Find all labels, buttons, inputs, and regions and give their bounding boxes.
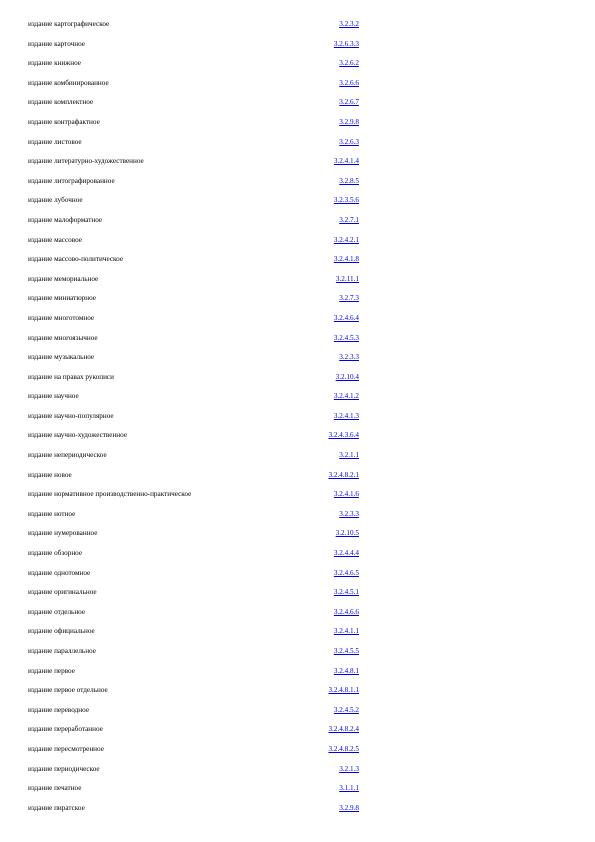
index-term: издание музыкальное xyxy=(28,353,95,362)
index-term: издание массово-политическое xyxy=(28,255,124,264)
index-row xyxy=(0,113,595,133)
index-term: издание научно-популярное xyxy=(28,411,114,420)
index-ref-link[interactable]: 3.2.6.6 xyxy=(339,78,359,87)
index-row xyxy=(0,368,595,388)
index-ref-link[interactable]: 3.2.4.8.1 xyxy=(333,666,359,675)
index-ref-link[interactable]: 3.2.4.5.5 xyxy=(333,647,359,655)
index-term: издание переводное xyxy=(28,705,90,714)
index-row xyxy=(0,54,595,74)
index-term: издание печатное xyxy=(28,784,82,793)
index-term: издание переработанное xyxy=(28,725,103,734)
index-row xyxy=(0,15,595,35)
index-ref-link[interactable]: 3.2.6.3 xyxy=(339,137,359,146)
index-term: издание нумерованное xyxy=(28,529,98,538)
index-row xyxy=(0,289,595,309)
index-term: издание книжное xyxy=(28,59,81,68)
index-ref-link[interactable]: 3.2.6.7 xyxy=(339,98,359,107)
index-ref-link[interactable]: 3.2.4.2.1 xyxy=(333,235,359,244)
index-term: издание нормативное производственно-практическое xyxy=(28,490,192,499)
index-term: издание малоформатное xyxy=(28,215,103,224)
index-ref-link[interactable]: 3.2.4.6.5 xyxy=(333,568,359,577)
index-ref-link[interactable]: 3.2.4.5.1 xyxy=(333,588,359,597)
index-ref-link[interactable]: 3.2.4.1.8 xyxy=(333,255,359,264)
index-ref-link[interactable]: 3.2.10.5 xyxy=(335,529,359,538)
index-ref-link[interactable]: 3.2.10.4 xyxy=(335,372,359,381)
index-row xyxy=(0,544,595,564)
index-term: издание обзорное xyxy=(28,549,83,558)
index-term: издание мемориальное xyxy=(28,274,99,283)
index-row xyxy=(0,603,595,623)
index-row xyxy=(0,583,595,603)
index-ref-link[interactable]: 3.2.4.8.1.1 xyxy=(328,686,359,695)
index-term: издание массовое xyxy=(28,235,82,244)
index-ref-link[interactable]: 3.2.4.1.6 xyxy=(333,490,359,499)
index-ref-link[interactable]: 3.2.3.3 xyxy=(339,509,359,518)
index-term: издание пиратское xyxy=(28,803,85,812)
index-term: издание периодическое xyxy=(28,764,100,773)
index-ref-link[interactable]: 3.2.3.3 xyxy=(339,353,359,362)
index-term: издание непериодическое xyxy=(28,451,107,460)
index-ref-link[interactable]: 3.2.4.5.2 xyxy=(333,705,359,714)
index-term: издание новое xyxy=(28,470,72,479)
index-row xyxy=(0,93,595,113)
index-ref-link[interactable]: 3.2.4.1.4 xyxy=(333,157,359,166)
index-ref-link[interactable]: 3.2.3.5.6 xyxy=(333,196,359,205)
index-row xyxy=(0,407,595,427)
index-term: издание научное xyxy=(28,392,79,401)
index-ref-link[interactable]: 3.2.4.6.4 xyxy=(333,313,359,322)
index-term: издание нотное xyxy=(28,509,76,518)
index-ref-link[interactable]: 3.2.7.3 xyxy=(339,294,359,303)
index-term: издание контрафактное xyxy=(28,117,100,126)
index-row xyxy=(0,720,595,740)
index-row xyxy=(0,270,595,290)
index-row xyxy=(0,701,595,721)
index-row xyxy=(0,309,595,329)
index-row xyxy=(0,662,595,682)
index-ref-link[interactable]: 3.1.1.1 xyxy=(339,784,359,793)
index-term: издание на правах рукописи xyxy=(28,372,114,381)
index-ref-link[interactable]: 3.2.4.5.3 xyxy=(333,333,359,342)
index-row xyxy=(0,740,595,760)
index-term: издание пересмотренное xyxy=(28,744,104,753)
index-row xyxy=(0,505,595,525)
index-ref-link[interactable]: 3.2.4.3.6.4 xyxy=(328,431,359,440)
index-row xyxy=(0,446,595,466)
index-row xyxy=(0,329,595,349)
index-ref-link[interactable]: 3.2.4.8.2.1 xyxy=(328,470,359,479)
index-ref-link[interactable]: 3.2.1.3 xyxy=(339,764,359,773)
index-row xyxy=(0,524,595,544)
index-row xyxy=(0,760,595,780)
index-ref-link[interactable]: 3.2.4.1.3 xyxy=(333,411,359,420)
index-ref-link[interactable]: 3.2.9.8 xyxy=(339,803,359,812)
index-ref-link[interactable]: 3.2.4.4.4 xyxy=(333,549,359,558)
index-term: издание комбинированное xyxy=(28,78,109,87)
index-ref-link[interactable]: 3.2.6.3.3 xyxy=(333,39,359,48)
index-row xyxy=(0,466,595,486)
index-term: издание листовое xyxy=(28,137,82,146)
index-row xyxy=(0,485,595,505)
index-row xyxy=(0,133,595,153)
index-term: издание карточное xyxy=(28,39,85,48)
index-ref-link[interactable]: 3.2.8.5 xyxy=(339,176,359,185)
index-ref-link[interactable]: 3.2.4.8.2.4 xyxy=(328,725,359,734)
index-row xyxy=(0,172,595,192)
index-row xyxy=(0,74,595,94)
index-row xyxy=(0,191,595,211)
index-term: издание отдельное xyxy=(28,607,86,616)
index-row xyxy=(0,250,595,270)
index-row xyxy=(0,642,595,662)
index-term: издание многотомное xyxy=(28,313,95,322)
index-term: издание однотомное xyxy=(28,568,91,577)
index-ref-link[interactable]: 3.2.4.6.6 xyxy=(333,607,359,616)
index-term: издание первое xyxy=(28,666,75,675)
index-term: издание официальное xyxy=(28,627,95,636)
index-row xyxy=(0,426,595,446)
index-term: издание оригинальное xyxy=(28,588,97,597)
index-ref-link[interactable]: 3.2.6.2 xyxy=(339,59,359,68)
index-ref-link[interactable]: 3.2.9.8 xyxy=(339,117,359,126)
index-term: издание параллельное xyxy=(28,647,96,655)
index-term: издание первое отдельное xyxy=(28,686,108,695)
index-row xyxy=(0,211,595,231)
index-row xyxy=(0,35,595,55)
index-term: издание многоязычное xyxy=(28,333,98,342)
index-row xyxy=(0,681,595,701)
index-term: издание миниатюрное xyxy=(28,294,96,303)
index-ref-link[interactable]: 3.2.4.1.1 xyxy=(333,627,359,636)
index-ref-link[interactable]: 3.2.7.1 xyxy=(339,215,359,224)
index-term: издание литературно-художественное xyxy=(28,157,144,166)
index-term: издание картографическое xyxy=(28,20,110,28)
index-ref-link[interactable]: 3.2.4.8.2.5 xyxy=(328,744,359,753)
index-row xyxy=(0,231,595,251)
index-row xyxy=(0,564,595,584)
index-row xyxy=(0,622,595,642)
index-ref-link[interactable]: 3.2.11.1 xyxy=(335,274,359,283)
term-index-list xyxy=(0,15,595,818)
index-term: издание лубочное xyxy=(28,196,83,205)
index-row xyxy=(0,799,595,819)
index-row xyxy=(0,152,595,172)
index-term: издание научно-художественное xyxy=(28,431,128,440)
index-term: издание литографированное xyxy=(28,176,115,185)
index-row xyxy=(0,387,595,407)
index-term: издание комплектное xyxy=(28,98,94,107)
index-ref-link[interactable]: 3.2.3.2 xyxy=(339,20,359,28)
index-ref-link[interactable]: 3.2.4.1.2 xyxy=(333,392,359,401)
index-row xyxy=(0,348,595,368)
index-ref-link[interactable]: 3.2.1.1 xyxy=(339,451,359,460)
index-row xyxy=(0,779,595,799)
